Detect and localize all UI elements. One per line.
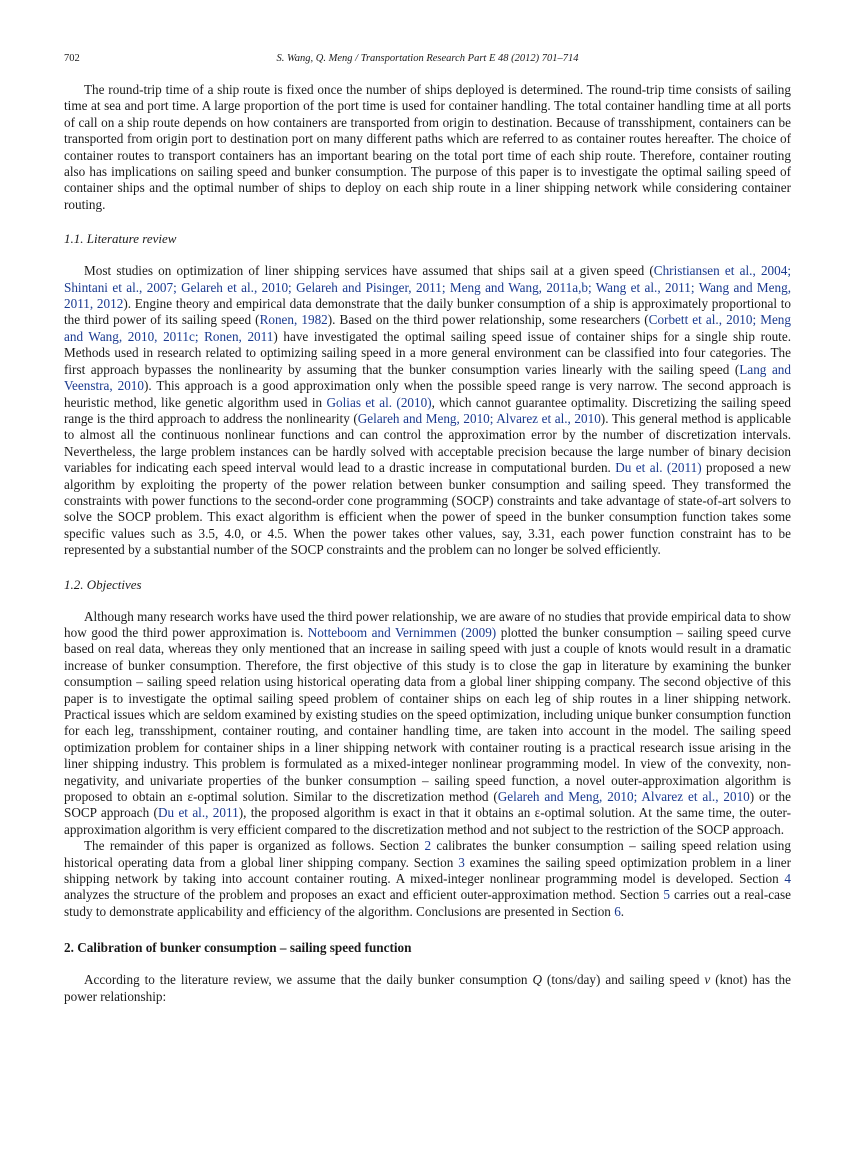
citation-link[interactable]: Du et al. (2011): [615, 460, 702, 476]
variable-v: v: [704, 972, 711, 988]
paragraph-intro: The round-trip time of a ship route is fixed once the number of ships deployed is determined. The round-trip time consists of sailing time at sea and port time. A large proportion of the port time is used for container handling. The total container handling time at all ports of call on a ship route depends on how containers are transported from origin to destination. Because of transshipment, containers can be transported from origin port to destination port on many different paths which are referred to as container routes hereafter. The choice of container routes to transport containers has an important bearing on the total port time of each ship route. Therefore, container routing also has implications on sailing speed and bunker consumption. The purpose of this paper is to investigate the optimal sailing speed of container ships and the optimal number of ships to deploy on each ship route in a liner shipping network while considering container routing.: [64, 82, 791, 212]
section-link[interactable]: 6: [614, 903, 621, 919]
section-link[interactable]: 5: [663, 887, 670, 903]
journal-reference: S. Wang, Q. Meng / Transportation Research Part E 48 (2012) 701–714: [276, 53, 579, 64]
citation-link[interactable]: Gelareh and Meng, 2010; Alvarez et al., 2010: [497, 789, 750, 805]
citation-link[interactable]: Gelareh and Meng, 2010; Alvarez et al., 2010: [357, 410, 601, 426]
citation-link[interactable]: Christiansen et al., 2004; Shintani et al., 2007; Gelareh et al., 2010; Gelareh and Pisinger, 2011; Meng and Wang, 2011a,b; Wang et al., 2011; Wang and Meng, 2011, 2012: [64, 263, 792, 312]
variable-q: Q: [532, 972, 542, 988]
article-body: [64, 82, 791, 1005]
section-link[interactable]: 4: [784, 871, 791, 887]
page-number: 702: [64, 53, 80, 64]
section-link[interactable]: 3: [458, 854, 465, 870]
citation-link[interactable]: Corbett et al., 2010; Meng and Wang, 2010, 2011c; Ronen, 2011: [64, 312, 791, 344]
paragraph-power-relationship: According to the literature review, we assume that the daily bunker consumption Q (tons/day) and sailing speed v (knot) has the power relationship:: [64, 972, 792, 1004]
paragraph-objectives: Although many research works have used the third power relationship, we are aware of no studies that provide empirical data to show how good the third power approximation is. Notteboom and Vernimmen (2009) plotted the bunker consumption – sailing speed curve based on real data, whereas they only mentioned that an increase in sailing speed with just a couple of knots would result in a dramatic increase of bunker consumption. Therefore, the first objective of this study is to close the gap in literature by examining the bunker consumption – sailing speed relation using historical operating data from a global liner shipping company. The second objective of this paper is to investigate the optimal sailing speed problem of container ships on each leg of ship routes in a liner shipping network. Practical issues which are seldom examined by existing studies on the speed optimization, including unique bunker consumption function for each leg, transshipment, container routing, and container handling time, are taken into account in the model. The sailing speed optimization problem for container ships in a liner shipping network with container routing is a practical research issue arising in the liner shipping industry. This problem is formulated as a mixed-integer nonlinear programming model. In view of the convexity, non-negativity, and univariate properties of the bunker consumption – sailing speed function, a novel outer-approximation algorithm is proposed to obtain an ε-optimal solution. Similar to the discretization method (Gelareh and Meng, 2010; Alvarez et al., 2010) or the SOCP approach (Du et al., 2011), the proposed algorithm is exact in that it obtains an ε-optimal solution. At the same time, the outer-approximation algorithm is very efficient compared to the discretization method and not subject to the restriction of the SOCP approach.: [64, 608, 792, 837]
section-heading-calibration: 2. Calibration of bunker consumption – sailing speed function: [64, 940, 412, 956]
paragraph-literature-review: Most studies on optimization of liner shipping services have assumed that ships sail at a given speed (Christiansen et al., 2004; Shintani et al., 2007; Gelareh et al., 2010; Gelareh and Pisinger, 2011; Meng and Wang, 2011a,b; Wang et al., 2011; Wang and Meng, 2011, 2012). Engine theory and empirical data demonstrate that the daily bunker consumption of a ship is approximately proportional to the third power of its sailing speed (Ronen, 1982). Based on the third power relationship, some researchers (Corbett et al., 2010; Meng and Wang, 2010, 2011c; Ronen, 2011) have investigated the optimal sailing speed issue of container ships for a single ship route. Methods used in research related to optimizing sailing speed in a more general environment can be classified into four categories. The first approach bypasses the nonlinearity by assuming that the bunker consumption varies linearly with the sailing speed (Lang and Veenstra, 2010). This approach is a good approximation only when the possible speed range is very narrow. The second approach is heuristic method, like genetic algorithm used in Golias et al. (2010), which cannot guarantee optimality. Discretizing the sailing speed range is the third approach to address the nonlinearity (Gelareh and Meng, 2010; Alvarez et al., 2010). This general method is applicable to almost all the continuous nonlinear functions and can control the approximation error by the number of discretization intervals. Nevertheless, the large problem instances can be hardly solved with acceptable precision because the large number of binary decision variables for indicating each speed interval would lead to a drastic increase in computational burden. Du et al. (2011) proposed a new algorithm by exploiting the property of the power relation between bunker consumption and sailing speed. They transformed the constraints with power functions to the second-order cone programming (SOCP) constraints and take advantage of state-of-art solvers to solve the SOCP problem. This exact algorithm is efficient when the power of speed in the bunker consumption function takes some specific values such as 3.5, 4.0, or 4.5. When the power takes other values, say, 3.31, each power function constraint has to be represented by a substantial number of the SOCP constraints and the problem can no longer be solved efficiently.: [64, 263, 792, 558]
subsection-heading-objectives: 1.2. Objectives: [64, 576, 142, 592]
section-link[interactable]: 2: [424, 838, 432, 854]
citation-link[interactable]: Ronen, 1982: [259, 312, 328, 328]
subsection-heading-literature-review: 1.1. Literature review: [64, 231, 177, 247]
paragraph-organization: The remainder of this paper is organized as follows. Section 2 calibrates the bunker consumption – sailing speed relation using historical operating data from a global liner shipping company. Section 3 examines the sailing speed optimization problem in a liner shipping network by taking into account container routing. A mixed-integer nonlinear programming model is developed. Section 4 analyzes the structure of the problem and proposes an exact and efficient outer-approximation method. Section 5 carries out a real-case study to demonstrate applicability and efficiency of the algorithm. Conclusions are presented in Section 6.: [64, 838, 791, 919]
citation-link[interactable]: Du et al., 2011: [157, 805, 239, 821]
citation-link[interactable]: Golias et al. (2010): [326, 394, 432, 410]
citation-link[interactable]: Notteboom and Vernimmen (2009): [307, 624, 497, 640]
citation-link[interactable]: Lang and Veenstra, 2010: [64, 361, 791, 394]
